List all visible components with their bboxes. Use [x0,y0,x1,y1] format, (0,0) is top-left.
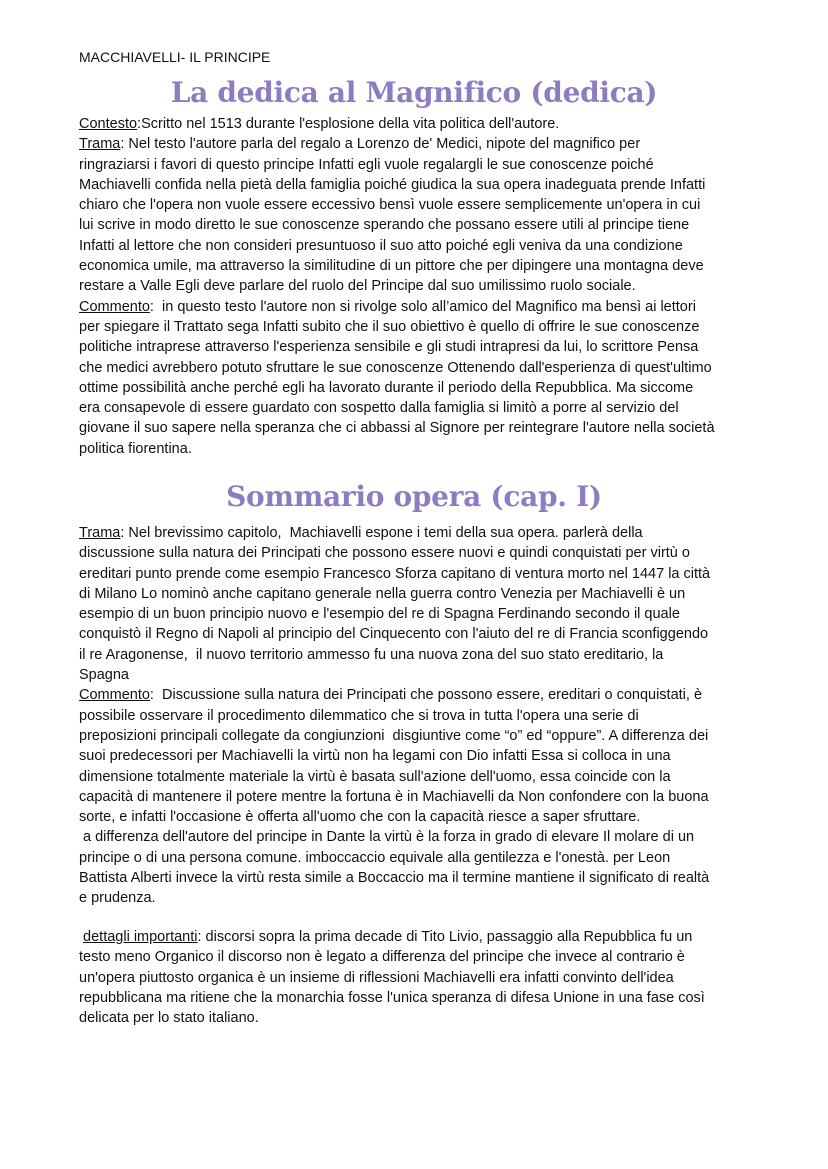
dettagli-line: repubblicana ma ritiene che la monarchia fosse l'unica speranza di difesa Unione in una fase così [79,989,705,1006]
trama-first-line [79,523,779,543]
commento-line: Battista Alberti invece la virtù resta simile a Boccaccio ma il termine mantiene il significato di realtà [79,870,710,887]
commento-first-line [79,297,779,317]
commento-line: giovane il suo sapere nella speranza che ci abbassi al Signore per reintegrare l'autore nella società [79,420,715,437]
contesto-first-text: :Scritto nel 1513 durante l'esplosione della vita politica dell'autore. [137,116,560,132]
document-header: MACCHIAVELLI- IL PRINCIPE [79,49,271,65]
commento-line: per spiegare il Trattato sega Infatti subito che il suo obiettivo è quello di offrire le sue conoscenze [79,318,700,335]
commento-line: era consapevole di essere guardato con sospetto dalla famiglia si limitò a porre al servizio del [79,400,679,417]
trama-line: economica umile, ma attraverso la similitudine di un pittore che per dipingere una montagna deve [79,258,704,275]
trama-line: di Milano Lo nominò anche capitano generale nella guerra contro Venezia per Machiavelli è un [79,585,686,602]
trama-first-line [79,134,779,154]
trama-first-text: : Nel testo l'autore parla del regalo a Lorenzo de' Medici, nipote del magnifico per [120,136,641,153]
trama-line: conquistò il Regno di Napoli al principio del Cinquecento con l'aiuto del re di Francia sconfiggendo [79,626,709,643]
commento-line: ottime possibilità anche perché egli ha lavorato durante il periodo della Repubblica. Ma siccome [79,379,694,396]
trama-line: ereditari punto prende come esempio Francesco Sforza capitano di ventura morto nel 1447 la città [79,565,711,582]
trama-line: Infatti al lettore che non consideri presuntuoso il suo atto poiché egli veniva da una condizione [79,237,683,254]
commento-label: Commento [79,687,150,704]
trama-label: Trama [79,525,121,541]
dettagli-line: delicata per lo stato italiano. [79,1010,259,1027]
commento-line: e prudenza. [79,890,156,907]
dettagli-label: dettagli importanti [83,929,198,945]
commento-label: Commento [79,298,150,315]
commento-line: possibile osservare il procedimento dilemmatico che si trova in tutta l'opera una serie di [79,707,639,724]
section-sommario-body [79,523,779,909]
section-title-dedica: La dedica al Magnifico (dedica) [170,76,658,109]
contesto-label: Contesto [79,116,138,132]
dettagli-line: testo meno Organico il discorso non è legato a differenza del principe che invece al contrario è [79,949,685,966]
trama-line: discussione sulla natura dei Principati che possono essere nuovi e quindi conquistati per virtù o [79,545,690,562]
contesto-first-line [79,114,779,134]
commento-line: capacità di mantenere il potere mentre la fortuna è in Machiavelli da Non confondere con la buona [79,788,709,805]
trama-line: ringraziarsi i favori di questo principe Infatti egli vuole regalargli le sue conoscenze poiché [79,156,654,173]
section-dedica-body [79,114,779,459]
commento-line: preposizioni principali collegate da congiunzioni disgiuntive come “o” ed “oppure”. A differenza dei [79,727,709,744]
commento-line: politiche intraprese attraverso l'esperienza sensibile e gli studi intrapresi da lui, lo scrittore Pensa [79,339,699,356]
commento-first-line [79,685,779,705]
trama-label: Trama [79,136,121,153]
trama-first-text: : Nel brevissimo capitolo, Machiavelli espone i temi della sua opera. parlerà della [120,525,643,541]
trama-line: lui scrive in modo diretto le sue conoscenze sperando che possano essere utili al principe tiene [79,217,690,234]
trama-line: il re Aragonense, il nuovo territorio ammesso fu una nuova zona del suo stato ereditario, la [79,646,664,663]
details-paragraph [79,927,779,1028]
dettagli-first-line [79,927,779,947]
commento-line: che medici avrebbero potuto sfruttare le sue conoscenze Ottenendo dall'esperienza di quest'ultimo [79,359,712,376]
dettagli-first-text: : discorsi sopra la prima decade di Tito Livio, passaggio alla Repubblica fu un [197,929,693,945]
trama-line: Machiavelli confida nella pietà della famiglia poiché giudica la sua opera inadeguata prende Infatti [79,176,706,193]
commento-line: suoi predecessori per Machiavelli la virtù non ha legami con Dio infatti Essa si colloca in una [79,748,671,765]
commento-first-text: : in questo testo l'autore non si rivolge solo all’amico del Magnifico ma bensì ai lettori [149,298,696,315]
trama-line: chiaro che l'opera non vuole essere eccessivo bensì vuole essere semplicemente un'opera in cui [79,197,701,214]
section-title-sommario: Sommario opera (cap. I) [226,480,602,513]
commento-first-text: : Discussione sulla natura dei Principati che possono essere, ereditari o conquistati, è [149,687,703,704]
dettagli-line: un'opera piuttosto organica è un insieme di riflessioni Machiavelli era infatti convinto dell'idea [79,969,674,986]
commento-line: dimensione totalmente materiale la virtù è basata sull'azione dell'uomo, essa coincide con la [79,768,671,785]
trama-line: esempio di un buon principio nuovo e l'esempio del re di Spagna Ferdinando secondo il quale [79,606,680,623]
commento-line: principe o di una persona comune. imboccaccio equivale alla gentilezza e l'onestà. per Leon [79,849,671,866]
commento-line: a differenza dell'autore del principe in Dante la virtù è la forza in grado di elevare Il molare di un [79,829,695,846]
commento-line: sorte, e infatti l'occasione è offerta all'uomo che con la capacità riesce a saper sfruttare. [79,809,641,826]
commento-line: politica fiorentina. [79,440,192,457]
trama-line: Spagna [79,667,129,684]
trama-line: restare a Valle Egli deve parlare del ruolo del Principe dal suo umilissimo ruolo sociale. [79,278,636,295]
